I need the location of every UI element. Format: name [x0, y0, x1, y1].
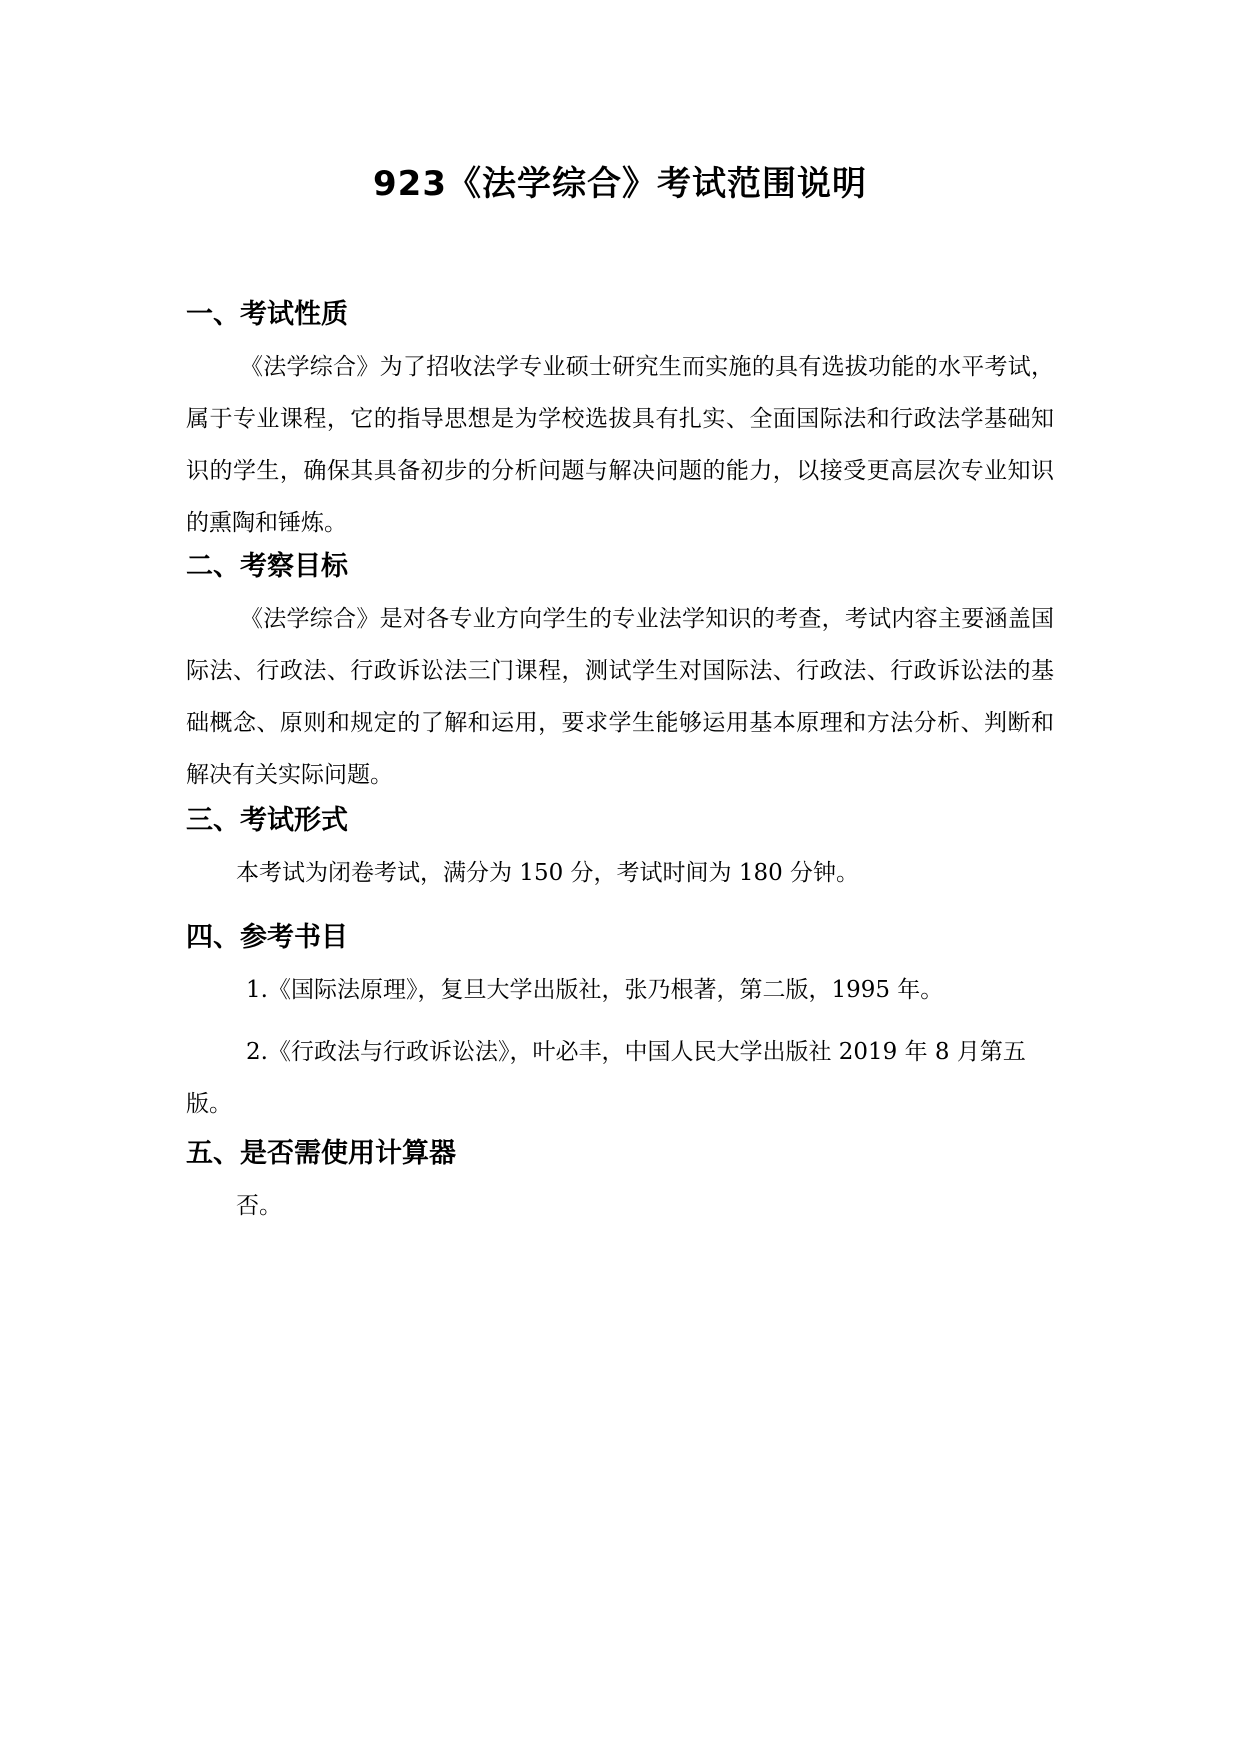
section-heading-exam-format: 三、考试形式: [186, 805, 348, 836]
section-body-calculator: 否。: [236, 1193, 282, 1219]
section-heading-exam-goals: 二、考察目标: [186, 551, 348, 582]
reference-item-2: 2.《行政法与行政诉讼法》，叶必丰，中国人民大学出版社 2019 年 8 月第五版。: [186, 1039, 1026, 1117]
section-body-exam-format: 本考试为闭卷考试，满分为 150 分，考试时间为 180 分钟。: [236, 860, 860, 886]
section-heading-references: 四、参考书目: [186, 922, 348, 953]
section-body-exam-goals: 《法学综合》是对各专业方向学生的专业法学知识的考查，考试内容主要涵盖国际法、行政法、行政诉讼法三门课程，测试学生对国际法、行政法、行政诉讼法的基础概念、原则和规定的了解和运用，要求学生能够运用基本原理和方法分析、判断和解决有关实际问题。: [186, 606, 1054, 788]
section-heading-calculator: 五、是否需使用计算器: [186, 1138, 456, 1169]
reference-item-1: 1.《国际法原理》，复旦大学出版社，张乃根著，第二版，1995 年。: [246, 977, 944, 1003]
section-heading-exam-nature: 一、考试性质: [186, 299, 348, 330]
section-body-exam-nature: 《法学综合》为了招收法学专业硕士研究生而实施的具有选拔功能的水平考试，属于专业课程，它的指导思想是为学校选拔具有扎实、全面国际法和行政法学基础知识的学生，确保其具备初步的分析问题与解决问题的能力，以接受更高层次专业知识的熏陶和锤炼。: [186, 354, 1054, 536]
document-title: 923《法学综合》考试范围说明: [373, 164, 867, 204]
